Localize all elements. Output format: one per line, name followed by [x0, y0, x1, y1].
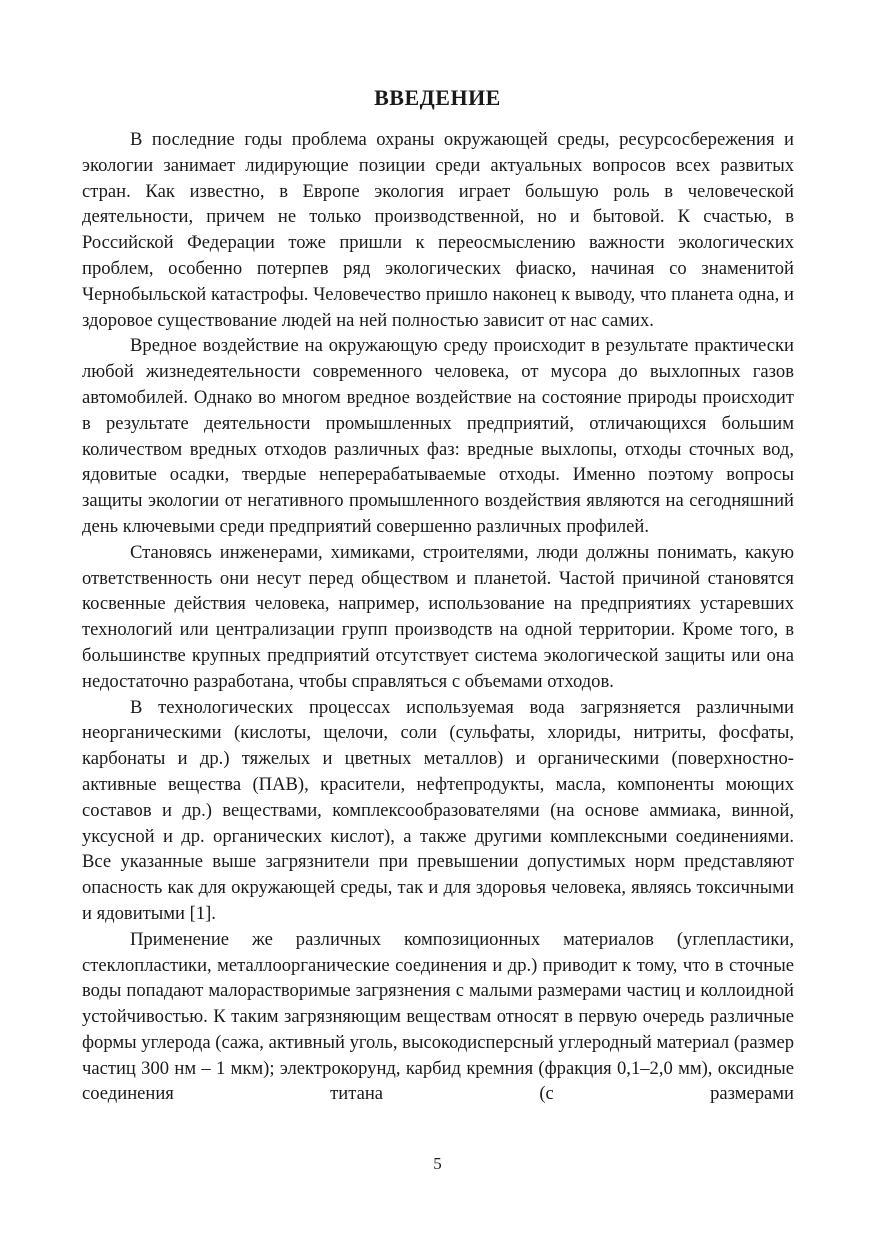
paragraph-2: Вредное воздействие на окружающую среду происходит в результате практически любой жизнедеятельности современного человека, от мусора до выхлопных газов автомобилей. Однако во многом вредное воздействие на состояние природы происходит в результате деятельности промышленных предприятий, отличающихся большим количеством вредных отходов различных фаз: вредные выхлопы, отходы сточных вод, ядовитые осадки, твердые неперерабатываемые отходы. Именно поэтому вопросы защиты экологии от негативного промышленного воздействия являются на сегодняшний день ключевыми среди предприятий совершенно различных профилей. — [82, 335, 794, 537]
paragraph-1: В последние годы проблема охраны окружающей среды, ресурсосбережения и экологии занимает лидирующие позиции среди актуальных вопросов всех развитых стран. Как известно, в Европе экология играет большую роль в человеческой деятельности, причем не только производственной, но и бытовой. К счастью, в Российской Федерации тоже пришли к переосмыслению важности экологических проблем, особенно потерпев ряд экологических фиаско, начиная со знаменитой Чернобыльской катастрофы. Человечество пришло наконец к выводу, что планета одна, и здоровое существование людей на ней полностью зависит от нас самих. — [82, 129, 794, 331]
page-number: 5 — [433, 1154, 442, 1173]
body-text — [82, 127, 794, 1107]
paragraph-3: Становясь инженерами, химиками, строителями, люди должны понимать, какую ответственность они несут перед обществом и планетой. Частой причиной становятся косвенные действия человека, например, использование на предприятиях устаревших технологий или централизации групп производств на одной территории. Кроме того, в большинстве крупных предприятий отсутствует система экологической защиты или она недостаточно разработана, чтобы справляться с объемами отходов. — [82, 541, 794, 692]
paragraph-4: В технологических процессах используемая вода загрязняется различными неорганическими (кислоты, щелочи, соли (сульфаты, хлориды, нитриты, фосфаты, карбонаты и др.) тяжелых и цветных металлов) и органическими (поверхностно-активные вещества (ПАВ), красители, нефтепродукты, масла, компоненты моющих составов и др.) веществами, комплексообразователями (на основе аммиака, винной, уксусной и др. органических кислот), а также другими комплексными соединениями. Все указанные выше загрязнители при превышении допустимых норм представляют опасность как для окружающей среды, так и для здоровья человека, являясь токсичными и ядовитыми [1]. — [82, 696, 794, 924]
chapter-title: ВВЕДЕНИЕ — [374, 85, 501, 110]
paragraph-5: Применение же различных композиционных материалов (углепластики, стеклопластики, металлоорганические соединения и др.) приводит к тому, что в сточные воды попадают малорастворимые загрязнения с малыми размерами частиц и коллоидной устойчивостью. К таким загрязняющим веществам относят в первую очередь различные формы углерода (сажа, активный уголь, высокодисперсный углеродный материал (размер частиц 300 нм – 1 мкм); электрокорунд, карбид кремния (фракция 0,1–2,0 мм), оксидные соединения титана (с размерами — [82, 928, 794, 1105]
